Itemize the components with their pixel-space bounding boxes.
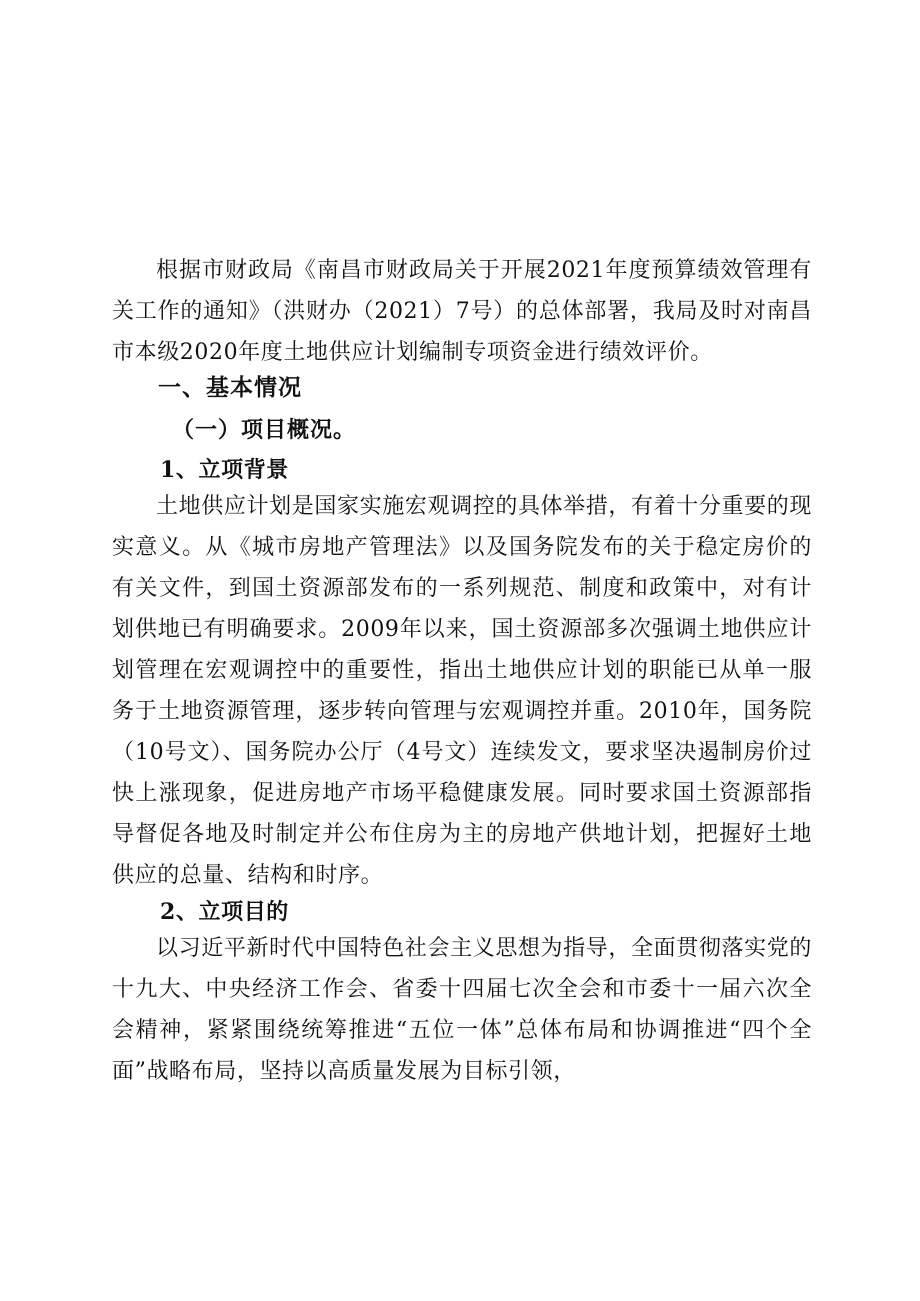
section-heading-basic-info: 一、基本情况 [158,375,302,401]
background-paragraph: 土地供应计划是国家实施宏观调控的具体举措，有着十分重要的现实意义。从《城市房地产管理法》以及国务院发布的关于稳定房价的有关文件，到国土资源部发布的一系列规范、制度和政策中，对有计划供地已有明确要求。2009年以来，国土资源部多次强调土地供应计划管理在宏观调控中的重要性，指出土地供应计划的职能已从单一服务于土地资源管理，逐步转向管理与宏观调控并重。2010年，国务院（10号文）、国务院办公厅（4号文）连续发文，要求坚决遏制房价过快上涨现象，促进房地产市场平稳健康发展。同时要求国土资源部指导督促各地及时制定并公布住房为主的房地产供地计划，把握好土地供应的总量、结构和时序。 [112,494,812,888]
item-heading-background: 1、立项背景 [160,457,289,483]
subsection-heading-project-overview: （一）项目概况。 [172,417,357,443]
intro-paragraph: 根据市财政局《南昌市财政局关于开展2021年度预算绩效管理有关工作的通知》（洪财办（2021）7号）的总体部署，我局及时对南昌市本级2020年度土地供应计划编制专项资金进行绩效评价。 [112,258,812,365]
purpose-paragraph: 以习近平新时代中国特色社会主义思想为指导，全面贯彻落实党的十九大、中央经济工作会、省委十四届七次全会和市委十一届六次全会精神，紧紧围绕统筹推进“五位一体”总体布局和协调推进“四个全面”战略布局，坚持以高质量发展为目标引领， [112,936,812,1084]
item-heading-purpose: 2、立项目的 [160,899,289,925]
